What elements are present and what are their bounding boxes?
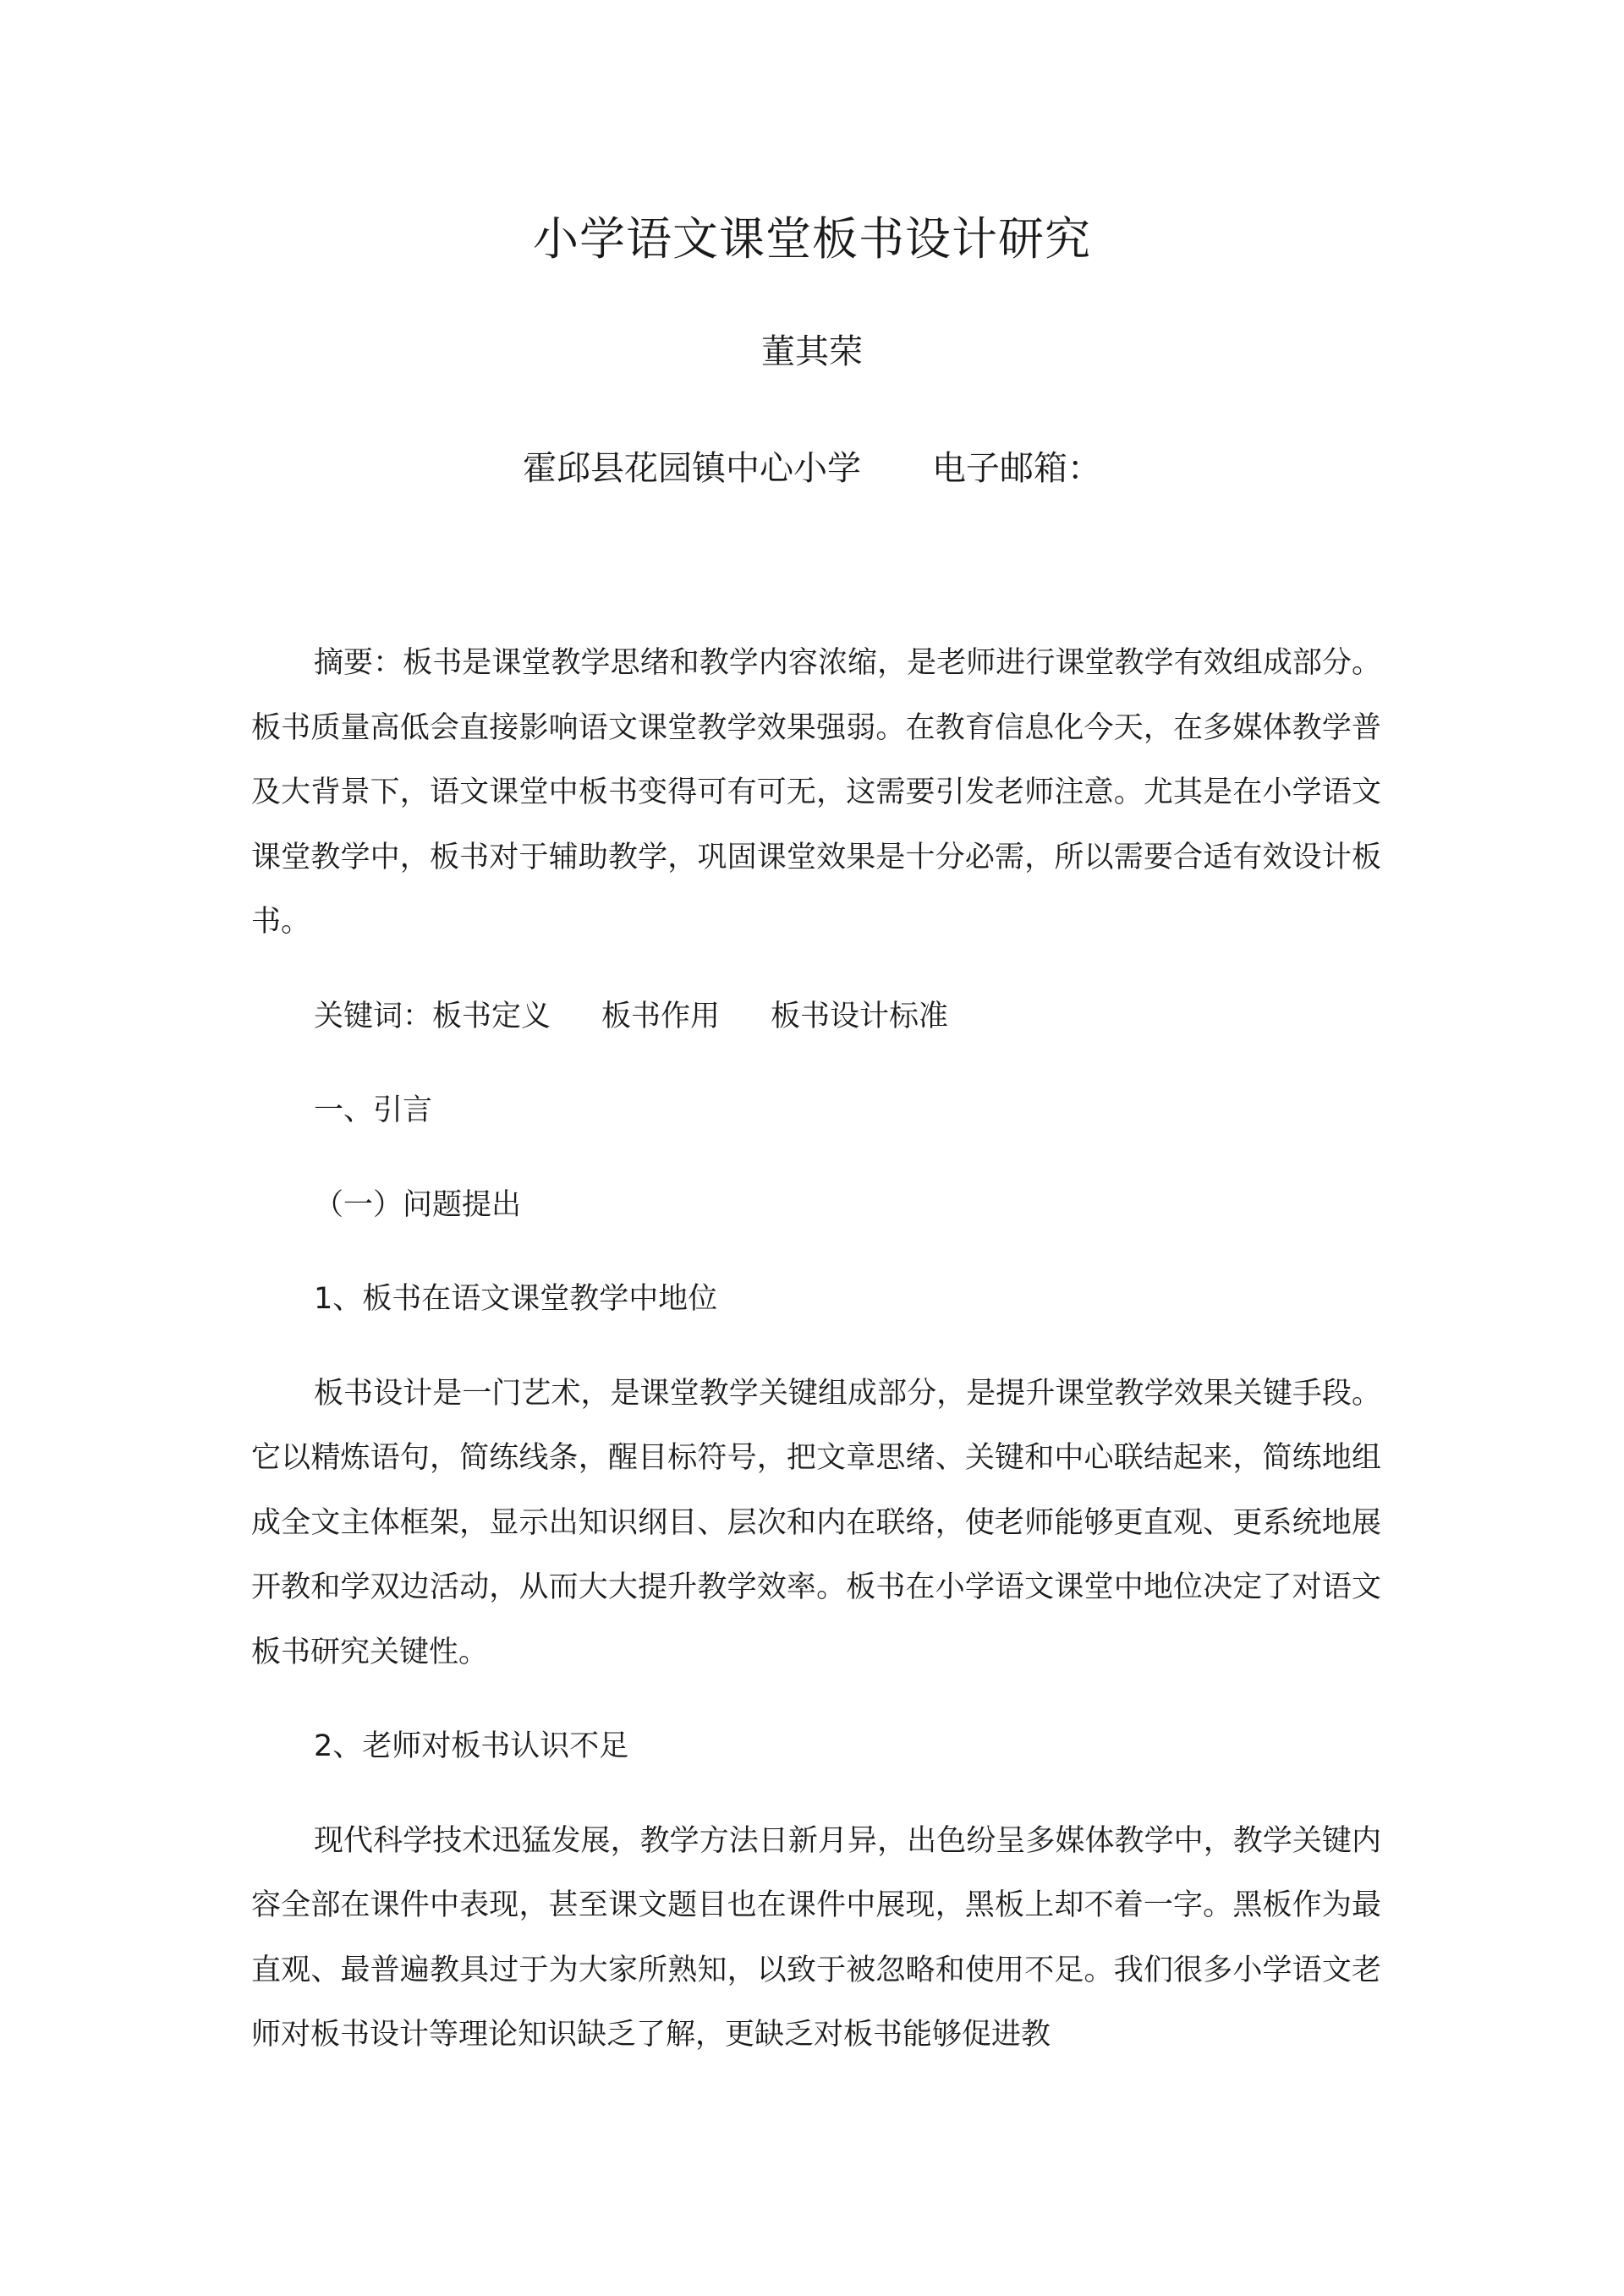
paragraph-spacer — [251, 955, 1381, 984]
keywords-label: 关键词： — [314, 999, 433, 1033]
keyword-item: 板书定义 — [432, 999, 551, 1033]
keywords-line — [251, 984, 1381, 1079]
paragraph-spacer — [251, 1685, 1381, 1714]
document-body — [251, 631, 1381, 2068]
keyword-item: 板书作用 — [601, 999, 721, 1033]
subsection-heading: （一）问题提出 — [314, 1187, 522, 1222]
body-paragraph: 现代科学技术迅猛发展，教学方法日新月异，出色纷呈多媒体教学中，教学关键内容全部在课件中表现，甚至课文题目也在课件中展现，黑板上却不着一字。黑板作为最直观、最普遍教具过于为大家所熟知，以致于被忽略和使用不足。我们很多小学语文老师对板书设计等理论知识缺乏了解，更缺乏对板书能够促进教 — [251, 1823, 1381, 2052]
item-heading: 2、老师对板书认识不足 — [314, 1729, 629, 1763]
affiliation-line — [0, 443, 1624, 494]
abstract-paragraph: 摘要：板书是课堂教学思绪和教学内容浓缩，是老师进行课堂教学有效组成部分。板书质量高低会直接影响语文课堂教学效果强弱。在教育信息化今天，在多媒体教学普及大背景下，语文课堂中板书变得可有可无，这需要引发老师注意。尤其是在小学语文课堂教学中，板书对于辅助教学，巩固课堂效果是十分必需，所以需要合适有效设计板书。 — [251, 646, 1381, 939]
section-heading: 一、引言 — [314, 1093, 433, 1127]
author-name: 董其荣 — [761, 332, 863, 371]
body-paragraph: 板书设计是一门艺术，是课堂教学关键组成部分，是提升课堂教学效果关键手段。它以精炼语句，简练线条，醒目标符号，把文章思绪、关键和中心联结起来，简练地组成全文主体框架，显示出知识纲目、层次和内在联络，使老师能够更直观、更系统地展开教和学双边活动，从而大大提升教学效率。板书在小学语文课堂中地位决定了对语文板书研究关键性。 — [251, 1376, 1381, 1669]
document-title: 小学语文课堂板书设计研究 — [533, 212, 1091, 266]
keyword-item: 板书设计标准 — [771, 999, 949, 1033]
item-heading: 1、板书在语文课堂教学中地位 — [314, 1282, 718, 1316]
affiliation-email-label: 电子邮箱： — [932, 449, 1101, 488]
affiliation-school: 霍邱县花园镇中心小学 — [523, 449, 861, 488]
